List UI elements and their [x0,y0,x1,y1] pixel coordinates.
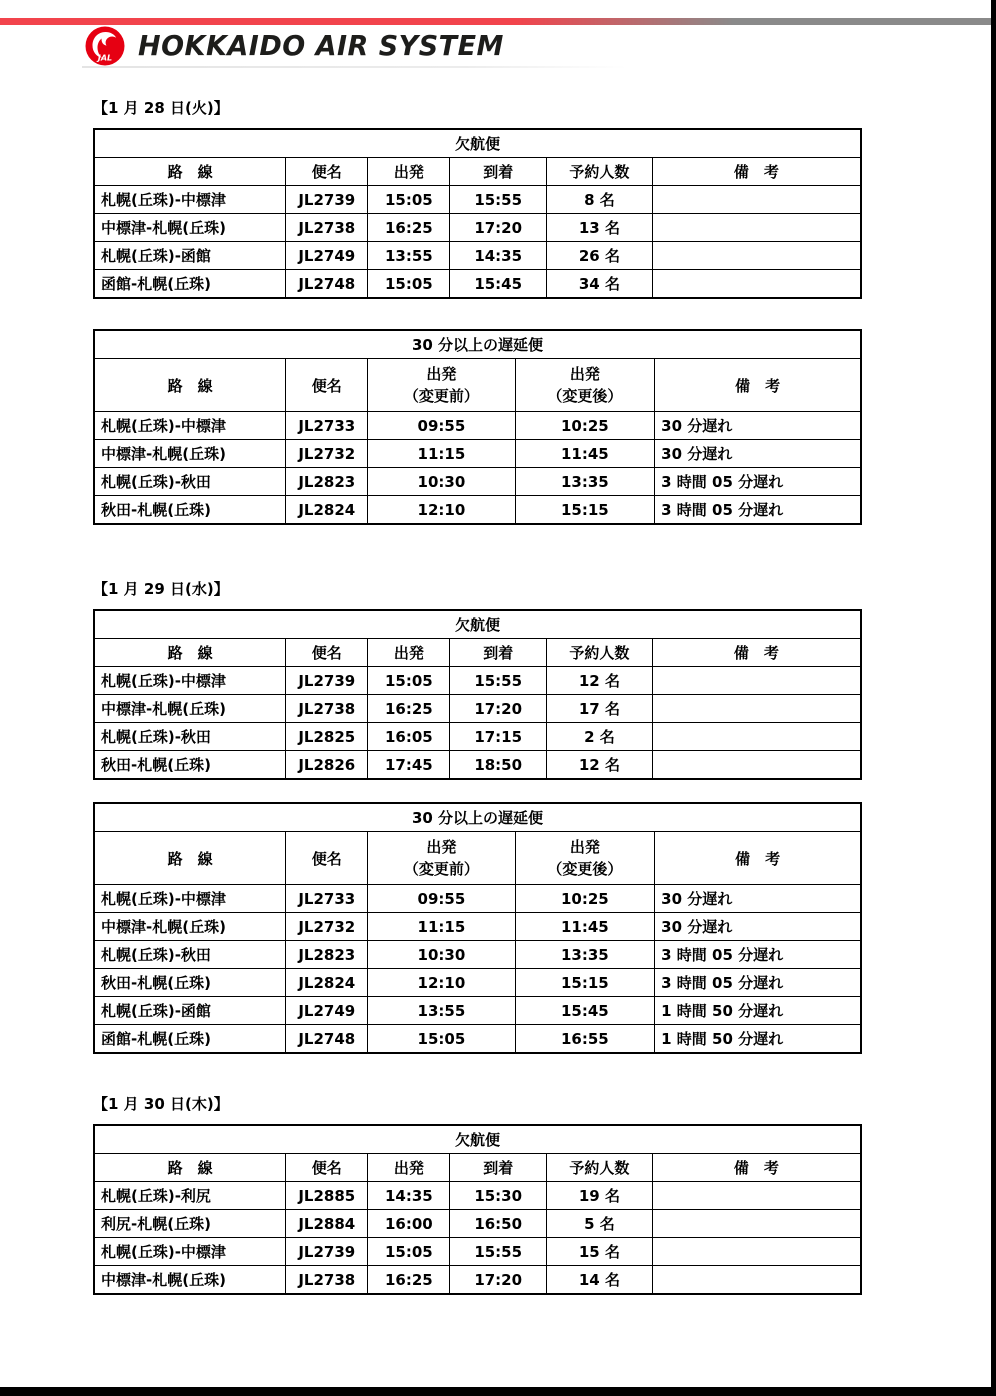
route-cell: 中標津-札幌(丘珠) [94,913,286,941]
date-heading: 【1 月 29 日(水)】 [93,580,229,598]
flight-number-cell: JL2733 [286,885,368,913]
departure-after-cell: 15:15 [515,969,655,997]
brand-title: HOKKAIDO AIR SYSTEM [138,30,504,62]
column-header: 便名 [286,832,368,885]
passenger-count-cell: 15 名 [547,1238,653,1266]
flight-number-cell: JL2823 [286,468,368,496]
flight-number-cell: JL2884 [286,1210,368,1238]
departure-after-cell: 15:45 [515,997,655,1025]
route-cell: 中標津-札幌(丘珠) [94,440,286,468]
column-header: 到着 [450,1154,547,1182]
flight-number-cell: JL2825 [286,723,368,751]
brand-header [85,26,504,66]
jal-logo [85,26,125,66]
arrival-time-cell: 17:15 [450,723,547,751]
flight-number-cell: JL2732 [286,913,368,941]
departure-time-cell: 16:05 [368,723,450,751]
flight-number-cell: JL2748 [286,270,368,299]
remarks-cell: 30 分遅れ [655,412,861,440]
departure-time-cell: 15:05 [368,186,450,214]
departure-after-cell: 16:55 [515,1025,655,1054]
route-cell: 札幌(丘珠)-秋田 [94,941,286,969]
remarks-cell [652,214,861,242]
table-row [94,1238,861,1266]
departure-before-cell: 11:15 [368,913,515,941]
departure-before-cell: 10:30 [368,468,515,496]
table-row [94,242,861,270]
column-header: 備 考 [652,639,861,667]
arrival-time-cell: 15:55 [450,1238,547,1266]
table-row [94,214,861,242]
arrival-time-cell: 16:50 [450,1210,547,1238]
departure-time-cell: 15:05 [368,270,450,299]
table-header-row [94,639,861,667]
route-cell: 札幌(丘珠)-中標津 [94,186,286,214]
route-cell: 札幌(丘珠)-中標津 [94,667,286,695]
day-section-jan29 [93,579,862,1054]
remarks-cell: 30 分遅れ [655,440,861,468]
departure-before-cell: 10:30 [368,941,515,969]
header-divider [82,66,627,68]
passenger-count-cell: 17 名 [547,695,653,723]
departure-before-cell: 13:55 [368,997,515,1025]
remarks-cell [652,1210,861,1238]
table-row [94,270,861,299]
column-header: 路 線 [94,639,286,667]
table-row [94,440,861,468]
departure-before-cell: 12:10 [368,969,515,997]
flight-number-cell: JL2824 [286,496,368,525]
departure-after-cell: 13:35 [515,468,655,496]
page-edge-bottom [0,1387,996,1396]
table-row [94,1210,861,1238]
table-row [94,412,861,440]
route-cell: 札幌(丘珠)-秋田 [94,723,286,751]
delayed-flights-table [93,802,862,1054]
departure-time-cell: 16:00 [368,1210,450,1238]
table-title: 30 分以上の遅延便 [94,330,861,359]
arrival-time-cell: 14:35 [450,242,547,270]
remarks-cell: 1 時間 50 分遅れ [655,1025,861,1054]
column-header: 到着 [450,158,547,186]
table-row [94,695,861,723]
departure-time-cell: 16:25 [368,214,450,242]
column-header: 備 考 [655,359,861,412]
cancelled-flights-table [93,1124,862,1295]
flight-number-cell: JL2738 [286,214,368,242]
remarks-cell: 3 時間 05 分遅れ [655,969,861,997]
route-cell: 中標津-札幌(丘珠) [94,695,286,723]
column-header: 出発 （変更前） [368,832,515,885]
day-section-jan28 [93,98,862,525]
route-cell: 函館-札幌(丘珠) [94,1025,286,1054]
route-cell: 秋田-札幌(丘珠) [94,496,286,525]
route-cell: 札幌(丘珠)-中標津 [94,885,286,913]
remarks-cell [652,723,861,751]
table-row [94,1182,861,1210]
departure-time-cell: 14:35 [368,1182,450,1210]
passenger-count-cell: 5 名 [547,1210,653,1238]
document-body [93,98,862,1295]
svg-text:JAL: JAL [97,53,113,63]
crane-icon [85,26,125,66]
table-header-row [94,832,861,885]
delayed-flights-table [93,329,862,525]
route-cell: 利尻-札幌(丘珠) [94,1210,286,1238]
column-header: 出発 （変更後） [515,832,655,885]
route-cell: 中標津-札幌(丘珠) [94,1266,286,1295]
passenger-count-cell: 34 名 [547,270,653,299]
spacer [93,299,862,329]
remarks-cell [652,1238,861,1266]
column-header: 備 考 [655,832,861,885]
table-row [94,913,861,941]
column-header: 到着 [450,639,547,667]
remarks-cell: 3 時間 05 分遅れ [655,941,861,969]
header-accent-rule [0,18,991,25]
flight-number-cell: JL2739 [286,1238,368,1266]
flight-number-cell: JL2824 [286,969,368,997]
table-row [94,997,861,1025]
arrival-time-cell: 17:20 [450,214,547,242]
flight-number-cell: JL2738 [286,1266,368,1295]
cancelled-flights-table [93,128,862,299]
column-header: 路 線 [94,158,286,186]
passenger-count-cell: 12 名 [547,667,653,695]
route-cell: 札幌(丘珠)-中標津 [94,1238,286,1266]
table-row [94,969,861,997]
flight-number-cell: JL2739 [286,186,368,214]
table-row [94,941,861,969]
page-edge-right [991,0,996,1396]
passenger-count-cell: 19 名 [547,1182,653,1210]
table-row [94,496,861,525]
remarks-cell: 30 分遅れ [655,913,861,941]
flight-number-cell: JL2826 [286,751,368,780]
table-row [94,667,861,695]
remarks-cell [652,1266,861,1295]
route-cell: 札幌(丘珠)-函館 [94,242,286,270]
table-header-row [94,359,861,412]
departure-time-cell: 16:25 [368,1266,450,1295]
route-cell: 札幌(丘珠)-利尻 [94,1182,286,1210]
remarks-cell: 3 時間 05 分遅れ [655,468,861,496]
cancelled-flights-table [93,609,862,780]
column-header: 路 線 [94,359,286,412]
departure-after-cell: 13:35 [515,941,655,969]
table-title: 欠航便 [94,129,861,158]
passenger-count-cell: 2 名 [547,723,653,751]
arrival-time-cell: 18:50 [450,751,547,780]
remarks-cell [652,242,861,270]
arrival-time-cell: 17:20 [450,695,547,723]
column-header: 予約人数 [547,158,653,186]
departure-before-cell: 09:55 [368,885,515,913]
departure-before-cell: 15:05 [368,1025,515,1054]
remarks-cell [652,186,861,214]
arrival-time-cell: 17:20 [450,1266,547,1295]
arrival-time-cell: 15:30 [450,1182,547,1210]
route-cell: 秋田-札幌(丘珠) [94,969,286,997]
remarks-cell: 3 時間 05 分遅れ [655,496,861,525]
remarks-cell: 1 時間 50 分遅れ [655,997,861,1025]
table-row [94,186,861,214]
column-header: 便名 [286,158,368,186]
table-row [94,468,861,496]
passenger-count-cell: 26 名 [547,242,653,270]
column-header: 出発 [368,1154,450,1182]
column-header: 予約人数 [547,639,653,667]
route-cell: 札幌(丘珠)-中標津 [94,412,286,440]
departure-before-cell: 11:15 [368,440,515,468]
flight-number-cell: JL2823 [286,941,368,969]
departure-before-cell: 12:10 [368,496,515,525]
arrival-time-cell: 15:55 [450,667,547,695]
flight-number-cell: JL2885 [286,1182,368,1210]
departure-time-cell: 15:05 [368,1238,450,1266]
date-heading: 【1 月 28 日(火)】 [93,99,229,117]
departure-time-cell: 15:05 [368,667,450,695]
date-heading: 【1 月 30 日(木)】 [93,1095,229,1113]
route-cell: 函館-札幌(丘珠) [94,270,286,299]
departure-time-cell: 13:55 [368,242,450,270]
day-section-jan30 [93,1094,862,1295]
column-header: 予約人数 [547,1154,653,1182]
column-header: 路 線 [94,1154,286,1182]
route-cell: 秋田-札幌(丘珠) [94,751,286,780]
flight-number-cell: JL2732 [286,440,368,468]
passenger-count-cell: 14 名 [547,1266,653,1295]
passenger-count-cell: 13 名 [547,214,653,242]
table-row [94,885,861,913]
flight-number-cell: JL2739 [286,667,368,695]
departure-time-cell: 17:45 [368,751,450,780]
table-header-row [94,158,861,186]
remarks-cell [652,270,861,299]
table-row [94,751,861,780]
remarks-cell: 30 分遅れ [655,885,861,913]
departure-after-cell: 10:25 [515,412,655,440]
column-header: 便名 [286,1154,368,1182]
flight-number-cell: JL2749 [286,242,368,270]
table-header-row [94,1154,861,1182]
flight-number-cell: JL2738 [286,695,368,723]
route-cell: 札幌(丘珠)-函館 [94,997,286,1025]
table-row [94,1266,861,1295]
departure-before-cell: 09:55 [368,412,515,440]
remarks-cell [652,751,861,780]
column-header: 路 線 [94,832,286,885]
remarks-cell [652,695,861,723]
column-header: 備 考 [652,1154,861,1182]
flight-number-cell: JL2749 [286,997,368,1025]
column-header: 備 考 [652,158,861,186]
column-header: 出発 （変更前） [368,359,515,412]
flight-number-cell: JL2733 [286,412,368,440]
table-row [94,1025,861,1054]
table-row [94,723,861,751]
remarks-cell [652,1182,861,1210]
passenger-count-cell: 12 名 [547,751,653,780]
departure-after-cell: 15:15 [515,496,655,525]
column-header: 出発 （変更後） [515,359,655,412]
passenger-count-cell: 8 名 [547,186,653,214]
column-header: 便名 [286,359,368,412]
departure-after-cell: 11:45 [515,440,655,468]
column-header: 出発 [368,158,450,186]
column-header: 出発 [368,639,450,667]
arrival-time-cell: 15:45 [450,270,547,299]
table-title: 欠航便 [94,1125,861,1154]
arrival-time-cell: 15:55 [450,186,547,214]
column-header: 便名 [286,639,368,667]
table-title: 30 分以上の遅延便 [94,803,861,832]
flight-number-cell: JL2748 [286,1025,368,1054]
departure-after-cell: 11:45 [515,913,655,941]
table-title: 欠航便 [94,610,861,639]
departure-time-cell: 16:25 [368,695,450,723]
remarks-cell [652,667,861,695]
departure-after-cell: 10:25 [515,885,655,913]
route-cell: 中標津-札幌(丘珠) [94,214,286,242]
route-cell: 札幌(丘珠)-秋田 [94,468,286,496]
